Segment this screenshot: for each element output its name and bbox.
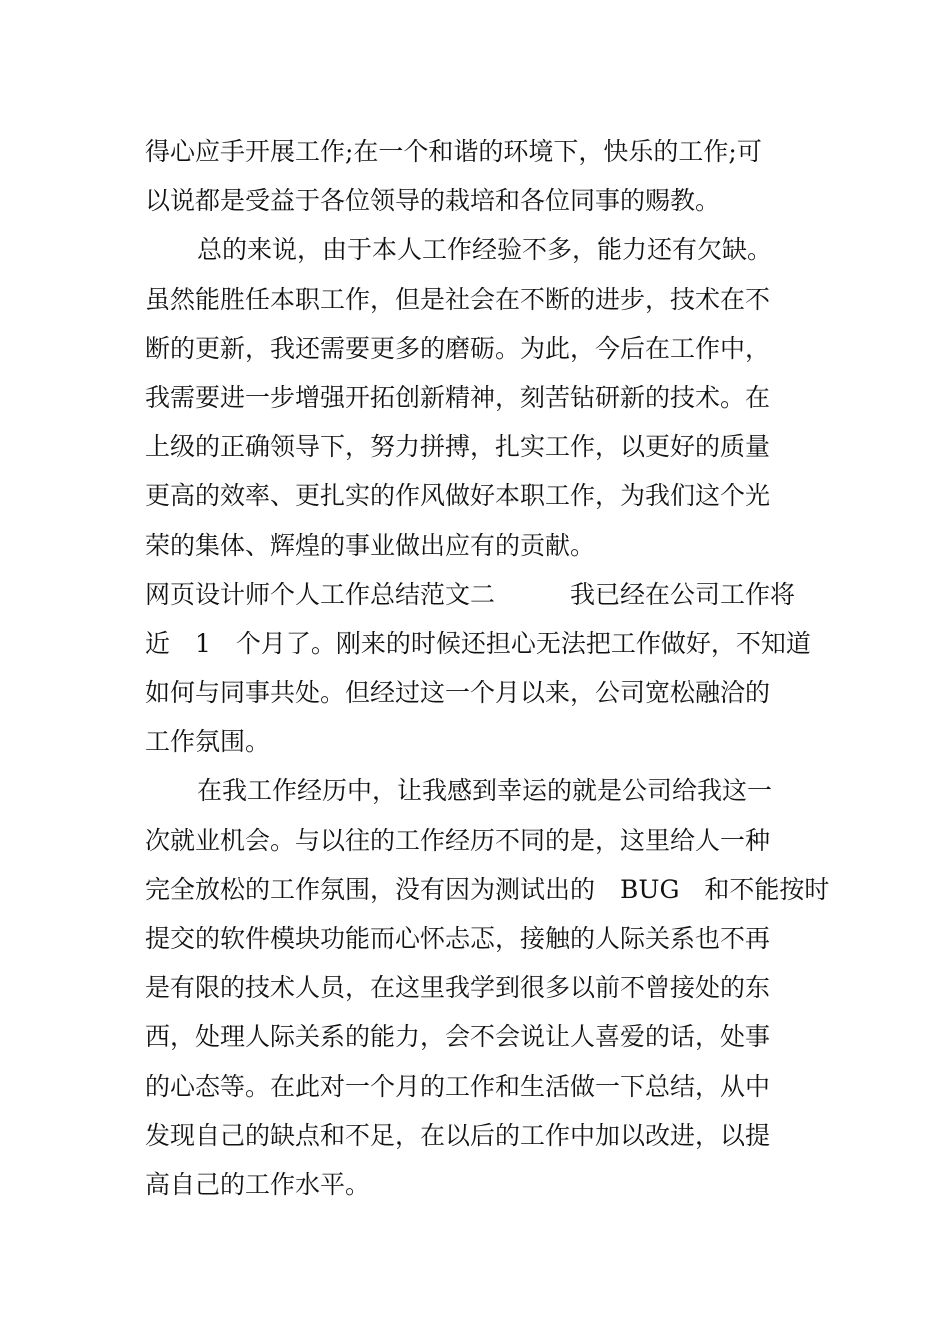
text-line: 的心态等。在此对一个月的工作和生活做一下总结，从中 — [145, 1071, 771, 1101]
text-line: 提交的软件模块功能而心怀忐忑，接触的人际关系也不再 — [145, 924, 771, 953]
text-line: 发现自己的缺点和不足，在以后的工作中加以改进，以提 — [145, 1120, 771, 1150]
section-heading-line: 网页设计师个人工作总结范文二 我已经在公司工作将 — [145, 579, 796, 609]
text-line: 上级的正确领导下，努力拼搏，扎实工作，以更好的质量 — [145, 432, 771, 462]
paragraph-start-line: 总的来说，由于本人工作经验不多，能力还有欠缺。 — [197, 235, 773, 265]
text-line: 如何与同事共处。但经过这一个月以来，公司宽松融洽的 — [145, 678, 771, 708]
text-line: 得心应手开展工作;在一个和谐的环境下，快乐的工作;可 — [145, 137, 762, 166]
text-line: 近 1 个月了。刚来的时候还担心无法把工作做好，不知道 — [145, 628, 811, 658]
text-line: 是有限的技术人员，在这里我学到很多以前不曾接处的东 — [145, 973, 771, 1003]
document-body — [145, 127, 830, 1209]
text-line: 我需要进一步增强开拓创新精神，刻苦钻研新的技术。在 — [145, 382, 771, 412]
text-line: 次就业机会。与以往的工作经历不同的是，这里给人一种 — [145, 825, 771, 855]
text-line: 虽然能胜任本职工作，但是社会在不断的进步，技术在不 — [145, 284, 771, 314]
paragraph-start-line: 在我工作经历中，让我感到幸运的就是公司给我这一 — [197, 776, 773, 806]
text-line: 高自己的工作水平。 — [145, 1169, 371, 1199]
text-line: 完全放松的工作氛围，没有因为测试出的 BUG 和不能按时 — [145, 874, 830, 904]
text-line: 断的更新，我还需要更多的磨砺。为此，今后在工作中， — [145, 333, 771, 363]
text-line: 以说都是受益于各位领导的栽培和各位同事的赐教。 — [145, 186, 721, 216]
text-line: 更高的效率、更扎实的作风做好本职工作，为我们这个光 — [145, 481, 771, 511]
text-line: 工作氛围。 — [145, 727, 271, 757]
text-line: 西，处理人际关系的能力，会不会说让人喜爱的话，处事 — [145, 1022, 771, 1052]
text-line: 荣的集体、辉煌的事业做出应有的贡献。 — [145, 530, 596, 560]
